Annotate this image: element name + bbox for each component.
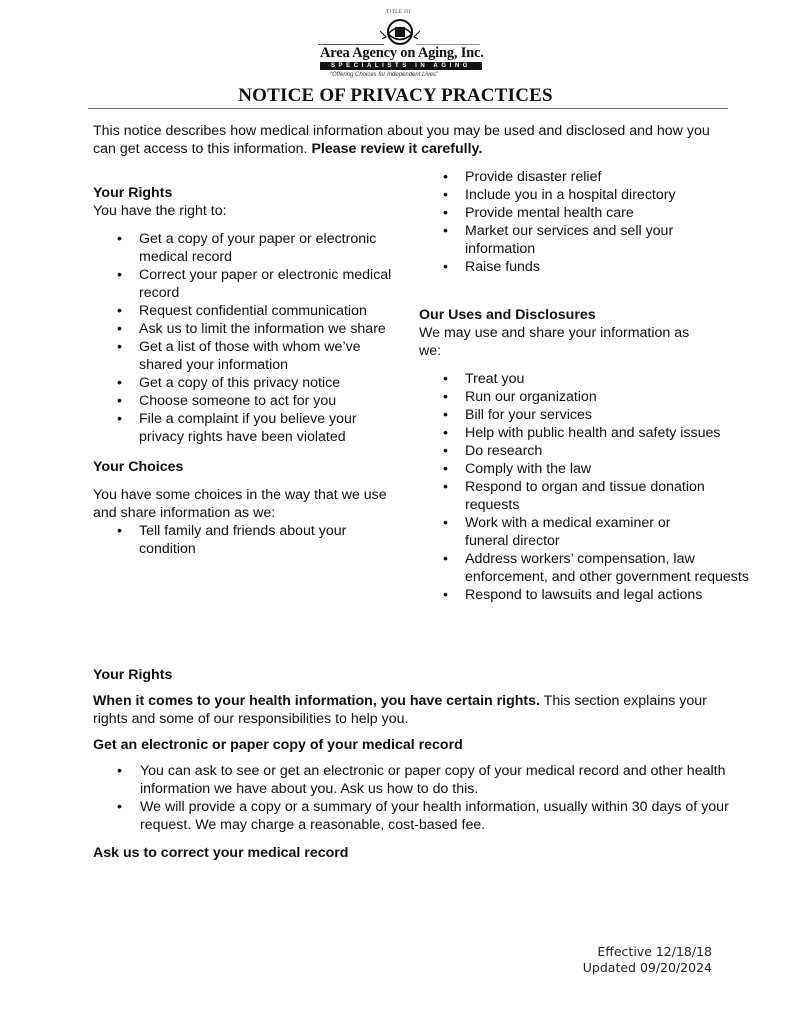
correct-record-heading: Ask us to correct your medical record [93,845,349,861]
bullet-icon: • [443,425,448,441]
list-item: • Get a list of those with whom we’ve shared your information [117,339,361,373]
list-item: • Ask us to limit the information we share [117,321,386,337]
agency-logo [300,4,500,82]
bullet-icon: • [443,587,448,603]
list-item: • Provide mental health care [443,205,634,221]
your-choices-lead: You have some choices in the way that we use and share information as we: [93,487,387,521]
bullet-icon: • [443,371,448,387]
list-item: • Provide disaster relief [443,169,602,185]
list-item: • Treat you [443,371,525,387]
bullet-icon: • [117,267,122,283]
bullet-icon: • [443,223,448,239]
list-item: • Address workers’ compensation, law enforcement, and other government requests [443,551,749,585]
list-item: • You can ask to see or get an electronic or paper copy of your medical record and other health information we have about you. Ask us how to do this. [117,763,726,797]
bullet-icon: • [443,479,448,495]
list-item: • Market our services and sell your information [443,223,674,257]
intro-text: This notice describes how medical information about you may be used and disclosed and how you can get access to this information. [93,123,710,157]
rights-detail-intro [93,692,733,728]
bullet-icon: • [443,515,448,531]
list-item: • Correct your paper or electronic medical record [117,267,392,301]
list-item: • We will provide a copy or a summary of your health information, usually within 30 days of your request. We may charge a reasonable, cost-based fee. [117,799,729,833]
bullet-icon: • [117,763,122,779]
bullet-icon: • [443,259,448,275]
rights-detail-section [93,666,733,862]
uses-disclosures-list [419,370,764,604]
list-item: • Do research [443,443,543,459]
title-divider [88,108,728,109]
agency-emblem-icon [378,17,422,47]
rights-detail-heading: Your Rights [93,667,173,683]
list-item: • Raise funds [443,259,540,275]
logo-top-text: TITLE III [386,10,411,15]
list-item: • File a complaint if you believe your privacy rights have been violated [117,411,357,445]
bullet-icon: • [443,187,448,203]
bullet-icon: • [443,389,448,405]
summary-right-column [419,168,764,604]
bullet-icon: • [117,231,122,247]
bullet-icon: • [117,523,122,539]
bullet-icon: • [443,551,448,567]
bullet-icon: • [443,407,448,423]
bullet-icon: • [117,411,122,427]
list-item: • Work with a medical examiner or funeral director [443,515,671,549]
bullet-icon: • [117,303,122,319]
your-rights-heading: Your Rights [93,185,173,201]
summary-left-column [93,184,393,558]
page-title: NOTICE OF PRIVACY PRACTICES [238,85,553,106]
agency-name: Area Agency on Aging, Inc. [320,45,484,61]
list-item: • Include you in a hospital directory [443,187,676,203]
document-footer [560,944,712,976]
uses-disclosures-lead: We may use and share your information as we: [419,325,690,359]
list-item: • Choose someone to act for you [117,393,337,409]
your-choices-list-left [93,522,393,558]
list-item: • Help with public health and safety issues [443,425,721,441]
intro-paragraph [93,122,713,158]
bullet-icon: • [443,461,448,477]
your-rights-lead: You have the right to: [93,203,227,219]
effective-date: Effective 12/18/18 [597,944,712,959]
list-item: • Get a copy of your paper or electronic medical record [117,231,377,265]
list-item: • Run our organization [443,389,597,405]
rights-detail-intro-rest: This section explains your rights and some of our responsibilities to help you. [93,693,707,727]
list-item: • Respond to organ and tissue donation requests [443,479,705,513]
copy-record-list [93,762,733,834]
your-choices-list-right [419,168,764,276]
list-item: • Tell family and friends about your condition [117,523,347,557]
uses-disclosures-heading: Our Uses and Disclosures [419,307,596,323]
logo-band: SPECIALISTS IN AGING [320,62,482,70]
rights-detail-intro-bold: When it comes to your health information, you have certain rights. [93,693,540,709]
list-item: • Request confidential communication [117,303,367,319]
bullet-icon: • [117,393,122,409]
logo-tagline: “Offering Choices for Independent Lives” [330,72,439,78]
bullet-icon: • [443,443,448,459]
bullet-icon: • [117,339,122,355]
bullet-icon: • [443,205,448,221]
bullet-icon: • [117,321,122,337]
list-item: • Comply with the law [443,461,592,477]
your-rights-list [93,230,393,446]
list-item: • Get a copy of this privacy notice [117,375,341,391]
intro-emphasis: Please review it carefully. [311,141,483,157]
bullet-icon: • [117,375,122,391]
bullet-icon: • [443,169,448,185]
list-item: • Bill for your services [443,407,592,423]
list-item: • Respond to lawsuits and legal actions [443,587,703,603]
copy-record-heading: Get an electronic or paper copy of your medical record [93,737,463,753]
your-choices-heading: Your Choices [93,459,184,475]
bullet-icon: • [117,799,122,815]
updated-date: Updated 09/20/2024 [582,960,712,975]
